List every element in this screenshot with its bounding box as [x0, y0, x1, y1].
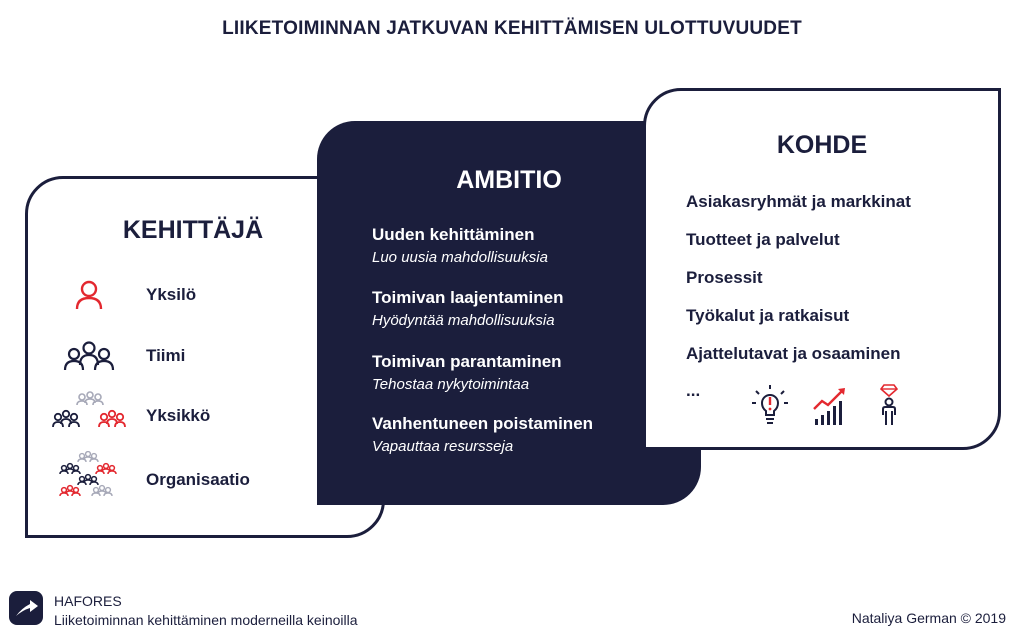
ambition-item-subtitle: Tehostaa nykytoimintaa [372, 376, 530, 393]
developer-label: Tiimi [146, 346, 186, 365]
developer-heading: KEHITTÄJÄ [122, 216, 264, 244]
ambition-item-title: Toimivan parantaminen [372, 352, 562, 371]
organization-icon [44, 451, 134, 501]
target-list [686, 192, 911, 382]
target-card [643, 88, 1001, 450]
person-with-gem-icon [874, 381, 904, 429]
page-title: LIIKETOIMINNAN JATKUVAN KEHITTÄMISEN ULOTTUVUUDET [222, 18, 802, 39]
footer-copyright: Nataliya German © 2019 [851, 610, 1006, 626]
ambition-item-title: Toimivan laajentaminen [372, 288, 564, 307]
hafores-logo-icon [8, 590, 44, 626]
target-heading: KOHDE [776, 131, 868, 159]
lightbulb-icon [750, 381, 790, 429]
growth-chart-icon [812, 381, 848, 429]
target-item: Prosessit [686, 268, 763, 287]
ambition-item-subtitle: Hyödyntää mahdollisuuksia [372, 312, 555, 329]
ambition-item-title: Vanhentuneen poistaminen [372, 414, 594, 433]
ambition-item-title: Uuden kehittäminen [372, 225, 535, 244]
team-icon [44, 337, 134, 377]
developer-row-organization [28, 461, 358, 501]
footer-tagline: Liiketoiminnan kehittäminen moderneilla keinoilla [54, 612, 358, 628]
unit-icon [44, 391, 134, 435]
developer-row-individual [28, 276, 358, 316]
developer-label: Yksilö [146, 285, 197, 304]
ambition-item-subtitle: Vapauttaa resursseja [372, 438, 514, 455]
developer-label: Yksikkö [146, 406, 211, 425]
developer-row-team [28, 337, 358, 377]
ambition-heading: AMBITIO [456, 166, 562, 194]
target-item: Asiakasryhmät ja markkinat [686, 192, 911, 211]
developer-row-unit [28, 397, 358, 437]
target-item: Työkalut ja ratkaisut [686, 306, 850, 325]
target-item: Ajattelutavat ja osaaminen [686, 344, 901, 363]
person-icon [44, 276, 134, 316]
ambition-item-subtitle: Luo uusia mahdollisuuksia [372, 249, 548, 266]
developer-label: Organisaatio [146, 470, 250, 489]
target-ellipsis: ... [686, 381, 701, 400]
footer-brand: HAFORES [54, 593, 122, 609]
target-item: Tuotteet ja palvelut [686, 230, 840, 249]
